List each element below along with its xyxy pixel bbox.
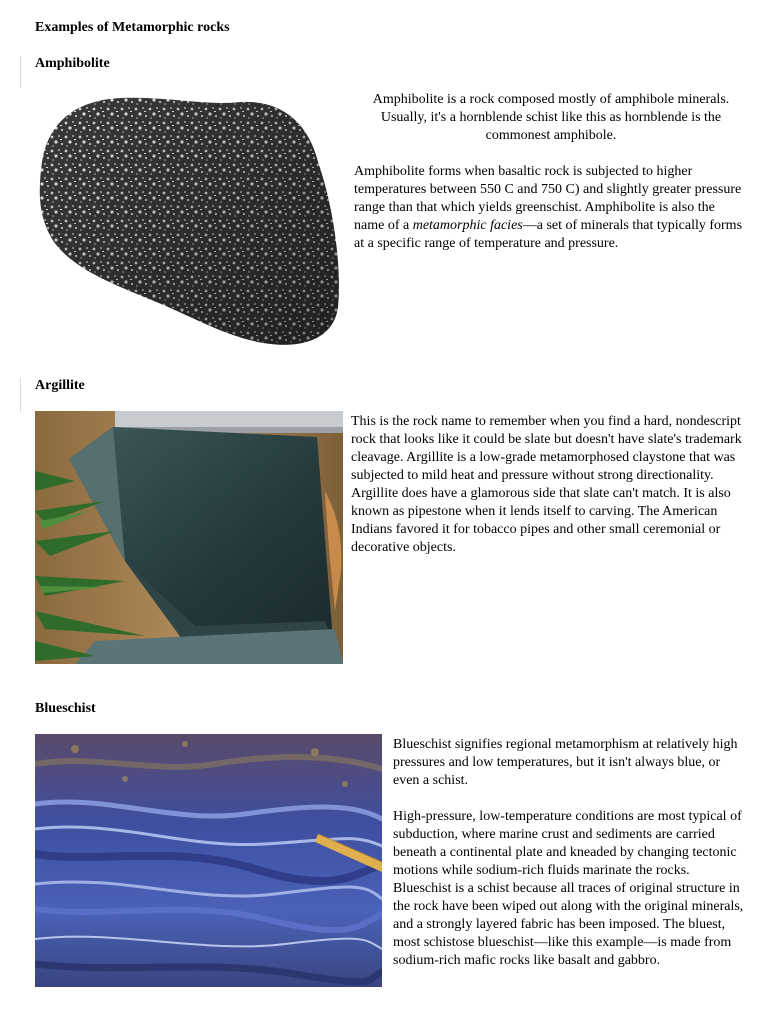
section-divider	[20, 378, 21, 412]
amphibolite-paragraph-2-text: Amphibolite forms when basaltic rock is subjected to higher temperatures between 550 C and 750 C) and slightly greater pressure range than that which yields greenschist. Amphibolite is also the name of a	[354, 164, 742, 233]
blueschist-photo	[35, 734, 382, 987]
amphibolite-paragraph-1: Amphibolite is a rock composed mostly of amphibole minerals. Usually, it's a hornblende schist like this as hornblende is the commonest amphibole.	[372, 92, 730, 143]
section-divider	[20, 56, 21, 88]
section-heading-blueschist: Blueschist	[35, 701, 96, 716]
blueschist-paragraph-1: Blueschist signifies regional metamorphism at relatively high pressures and low temperatures, but it isn't always blue, or even a schist.	[393, 737, 738, 788]
amphibolite-paragraph-2-tail: —a set of minerals that typically forms at a specific range of temperature and pressure.	[354, 218, 743, 251]
blueschist-description	[393, 736, 749, 970]
argillite-photo	[35, 411, 343, 664]
argillite-description	[351, 413, 751, 557]
section-heading-argillite: Argillite	[35, 378, 85, 393]
document-title: Examples of Metamorphic rocks	[35, 20, 230, 35]
metamorphic-facies-term: metamorphic facies	[412, 218, 523, 233]
amphibolite-paragraph-2	[354, 163, 748, 253]
amphibolite-description	[354, 91, 748, 253]
amphibolite-photo	[36, 92, 342, 350]
argillite-paragraph-1: This is the rock name to remember when you find a hard, nondescript rock that looks like it could be slate but doesn't have slate's trademark cleavage. Argillite is a low-grade metamorphosed claystone that was subjected to mild heat and pressure without strong directionality. Argillite does have a glamorous side that slate can't match. It is also known as pipestone when it lends itself to carving. The American Indians favored it for tobacco pipes and other small ceremonial or decorative objects.	[351, 414, 742, 555]
section-heading-amphibolite: Amphibolite	[35, 56, 110, 71]
blueschist-paragraph-2: High-pressure, low-temperature conditions are most typical of subduction, where marine crust and sediments are carried beneath a continental plate and kneaded by changing tectonic motions while sodium-rich fluids marinate the rocks. Blueschist is a schist because all traces of original structure in the rock have been wiped out along with the original minerals, and a strongly layered fabric has been imposed. The bluest, most schistose blueschist—like this example—is made from sodium-rich mafic rocks like basalt and gabbro.	[393, 809, 744, 968]
